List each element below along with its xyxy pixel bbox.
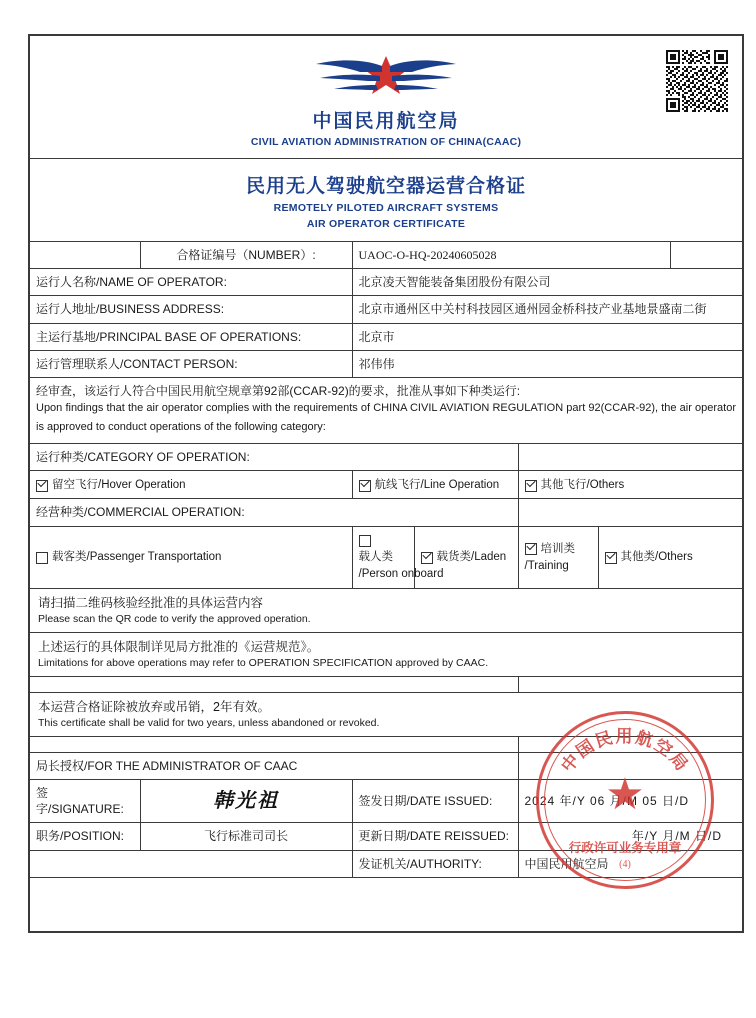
certificate-title-en-line2: AIR OPERATOR CERTIFICATE xyxy=(306,218,466,230)
bottom-filler-cell xyxy=(30,877,742,931)
commercial-option-3-en: /Training xyxy=(524,560,569,573)
signature-value[interactable] xyxy=(140,780,352,823)
table-row-contact xyxy=(30,350,742,377)
category-option-0-en: /Hover Operation xyxy=(98,478,186,491)
approval-statement-cn: 经审查，该运行人符合中国民用航空规章第92部(CCAR-92)的要求，批准从事如下种类运行: xyxy=(36,383,521,398)
commercial-checkbox-2[interactable] xyxy=(421,552,433,564)
table-row-category-options xyxy=(30,470,742,499)
category-option-1-en: /Line Operation xyxy=(420,478,500,491)
spacer-cell-left-1 xyxy=(30,676,518,692)
stamp-number: (4) xyxy=(619,859,631,871)
stamp-bottom-label: 行政许可业务专用章 xyxy=(568,841,682,856)
authority-label: 发证机关/AUTHORITY: xyxy=(352,850,518,877)
certificate-header xyxy=(30,36,742,159)
date-reissued-label: 更新日期/DATE REISSUED: xyxy=(352,823,518,850)
table-row-commercial-options xyxy=(30,526,742,588)
contact-label: 运行管理联系人/CONTACT PERSON: xyxy=(30,350,352,377)
address-value[interactable]: 北京市通州区中关村科技园区通州园金桥科技产业基地景盛南二街 xyxy=(352,296,742,323)
administrator-label: 局长授权/FOR THE ADMINISTRATOR OF CAAC xyxy=(30,752,518,779)
position-label: 职务/POSITION: xyxy=(30,823,140,850)
category-option-2[interactable] xyxy=(518,470,742,499)
qr-code-icon xyxy=(666,50,728,112)
commercial-checkbox-0[interactable] xyxy=(36,552,48,564)
table-row-qr-note xyxy=(30,588,742,632)
certificate-title-en-line1: REMOTELY PILOTED AIRCRAFT SYSTEMS xyxy=(273,202,499,214)
table-row-base xyxy=(30,323,742,350)
stamp-arc-label: 中国民用航空局 xyxy=(557,727,693,777)
table-row-operator xyxy=(30,269,742,296)
limitations-en: Limitations for above operations may refer to OPERATION SPECIFICATION approved by CAAC. xyxy=(38,656,489,669)
spacer-cell-right-2 xyxy=(518,736,742,752)
caac-wings-logo-icon xyxy=(286,50,486,104)
date-issued-value[interactable]: 2024 年/Y 06 月/M 05 日/D xyxy=(518,780,742,823)
table-row-commercial-header xyxy=(30,499,742,526)
commercial-option-2-en: /Laden xyxy=(471,551,507,564)
commercial-option-4-cn: 其他类 xyxy=(620,551,655,564)
category-option-2-cn: 其他飞行 xyxy=(540,478,587,491)
table-row-spacer-1 xyxy=(30,676,742,692)
table-row-number xyxy=(30,242,742,269)
approval-statement xyxy=(30,377,742,443)
category-header: 运行种类/CATEGORY OF OPERATION: xyxy=(30,443,518,470)
certificate-title-block xyxy=(30,159,742,242)
category-option-1[interactable] xyxy=(352,470,518,499)
table-row-limits xyxy=(30,632,742,676)
operator-value[interactable]: 北京凌天智能装备集团股份有限公司 xyxy=(352,269,742,296)
table-row-bottom-filler xyxy=(30,877,742,931)
category-checkbox-0[interactable] xyxy=(36,480,48,492)
category-option-2-en: /Others xyxy=(586,478,625,491)
base-label: 主运行基地/PRINCIPAL BASE OF OPERATIONS: xyxy=(30,323,352,350)
category-option-0-cn: 留空飞行 xyxy=(52,478,98,491)
validity-en: This certificate shall be valid for two years, unless abandoned or revoked. xyxy=(38,716,380,729)
table-row-statement xyxy=(30,377,742,443)
commercial-option-1-en: /Person onboard xyxy=(358,568,444,581)
category-header-blank xyxy=(518,443,742,470)
category-checkbox-2[interactable] xyxy=(525,480,537,492)
signature-handwriting: 韩光祖 xyxy=(213,789,279,812)
commercial-header-blank xyxy=(518,499,742,526)
caac-logo xyxy=(286,50,486,104)
commercial-header: 经营种类/COMMERCIAL OPERATION: xyxy=(30,499,518,526)
position-value: 飞行标准司司长 xyxy=(140,823,352,850)
validity xyxy=(30,692,742,736)
organization-name-en: CIVIL AVIATION ADMINISTRATION OF CHINA(CAAC) xyxy=(250,136,522,148)
contact-value[interactable]: 祁伟伟 xyxy=(352,350,742,377)
commercial-option-3-cn: 培训类 xyxy=(540,542,575,555)
commercial-option-4-en: /Others xyxy=(655,551,693,564)
table-row-address xyxy=(30,296,742,323)
certificate xyxy=(28,34,744,933)
category-option-0[interactable] xyxy=(30,470,352,499)
signature-label: 签字/SIGNATURE: xyxy=(30,780,140,823)
certificate-title-cn: 民用无人驾驶航空器运营合格证 xyxy=(245,176,526,197)
table-row-spacer-2 xyxy=(30,736,742,752)
certificate-table xyxy=(30,242,742,931)
approval-statement-en: Upon findings that the air operator complies with the requirements of CHINA CIVIL AVIATION REGULATION part 92(CCAR-92), the air operator is approved to conduct operations of the following category: xyxy=(36,402,736,434)
qr-note-en: Please scan the QR code to verify the approved operation. xyxy=(38,612,311,625)
number-value[interactable]: UAOC-O-HQ-20240605028 xyxy=(352,242,670,269)
spacer-cell-left-2 xyxy=(30,736,518,752)
table-row-position xyxy=(30,823,742,850)
date-reissued-value[interactable]: 年/Y 月/M 日/D xyxy=(518,823,742,850)
limitations xyxy=(30,632,742,676)
table-row-category-header xyxy=(30,443,742,470)
qr-note-cn: 请扫描二维码核验经批准的具体运营内容 xyxy=(38,595,264,610)
commercial-option-0-en: /Passenger Transportation xyxy=(86,551,222,564)
commercial-option-3[interactable] xyxy=(518,526,598,588)
organization-name-cn: 中国民用航空局 xyxy=(312,111,460,132)
commercial-option-2-cn: 载货类 xyxy=(436,551,471,564)
validity-cn: 本运营合格证除被放弃或吊销，2年有效。 xyxy=(38,699,270,714)
commercial-checkbox-4[interactable] xyxy=(605,552,617,564)
commercial-option-0[interactable] xyxy=(30,526,352,588)
number-row-blank-right xyxy=(670,242,742,269)
table-row-administrator xyxy=(30,752,742,779)
commercial-checkbox-1[interactable] xyxy=(359,535,371,547)
category-checkbox-1[interactable] xyxy=(359,480,371,492)
number-row-blank-left xyxy=(30,242,140,269)
operator-label: 运行人名称/NAME OF OPERATOR: xyxy=(30,269,352,296)
date-issued-label: 签发日期/DATE ISSUED: xyxy=(352,780,518,823)
table-row-signature xyxy=(30,780,742,823)
administrator-blank xyxy=(518,752,742,779)
qr-note xyxy=(30,588,742,632)
table-row-authority xyxy=(30,850,742,877)
commercial-checkbox-3[interactable] xyxy=(525,543,537,555)
category-option-1-cn: 航线飞行 xyxy=(374,478,421,491)
commercial-option-4[interactable] xyxy=(598,526,742,588)
stamp-star-icon: ★ xyxy=(605,770,645,820)
authority-blank xyxy=(30,850,352,877)
number-label: 合格证编号（NUMBER）: xyxy=(140,242,352,269)
spacer-cell-right-1 xyxy=(518,676,742,692)
commercial-option-1-cn: 载人类 xyxy=(358,550,393,563)
qr-code[interactable] xyxy=(666,50,728,112)
limitations-cn: 上述运行的具体限制详见局方批准的《运营规范》。 xyxy=(38,639,320,654)
commercial-option-1[interactable] xyxy=(352,526,444,588)
table-row-validity xyxy=(30,692,742,736)
commercial-option-0-cn: 载客类 xyxy=(52,551,87,564)
authority-value: 中国民用航空局 xyxy=(518,850,742,877)
address-label: 运行人地址/BUSINESS ADDRESS: xyxy=(30,296,352,323)
base-value[interactable]: 北京市 xyxy=(352,323,742,350)
